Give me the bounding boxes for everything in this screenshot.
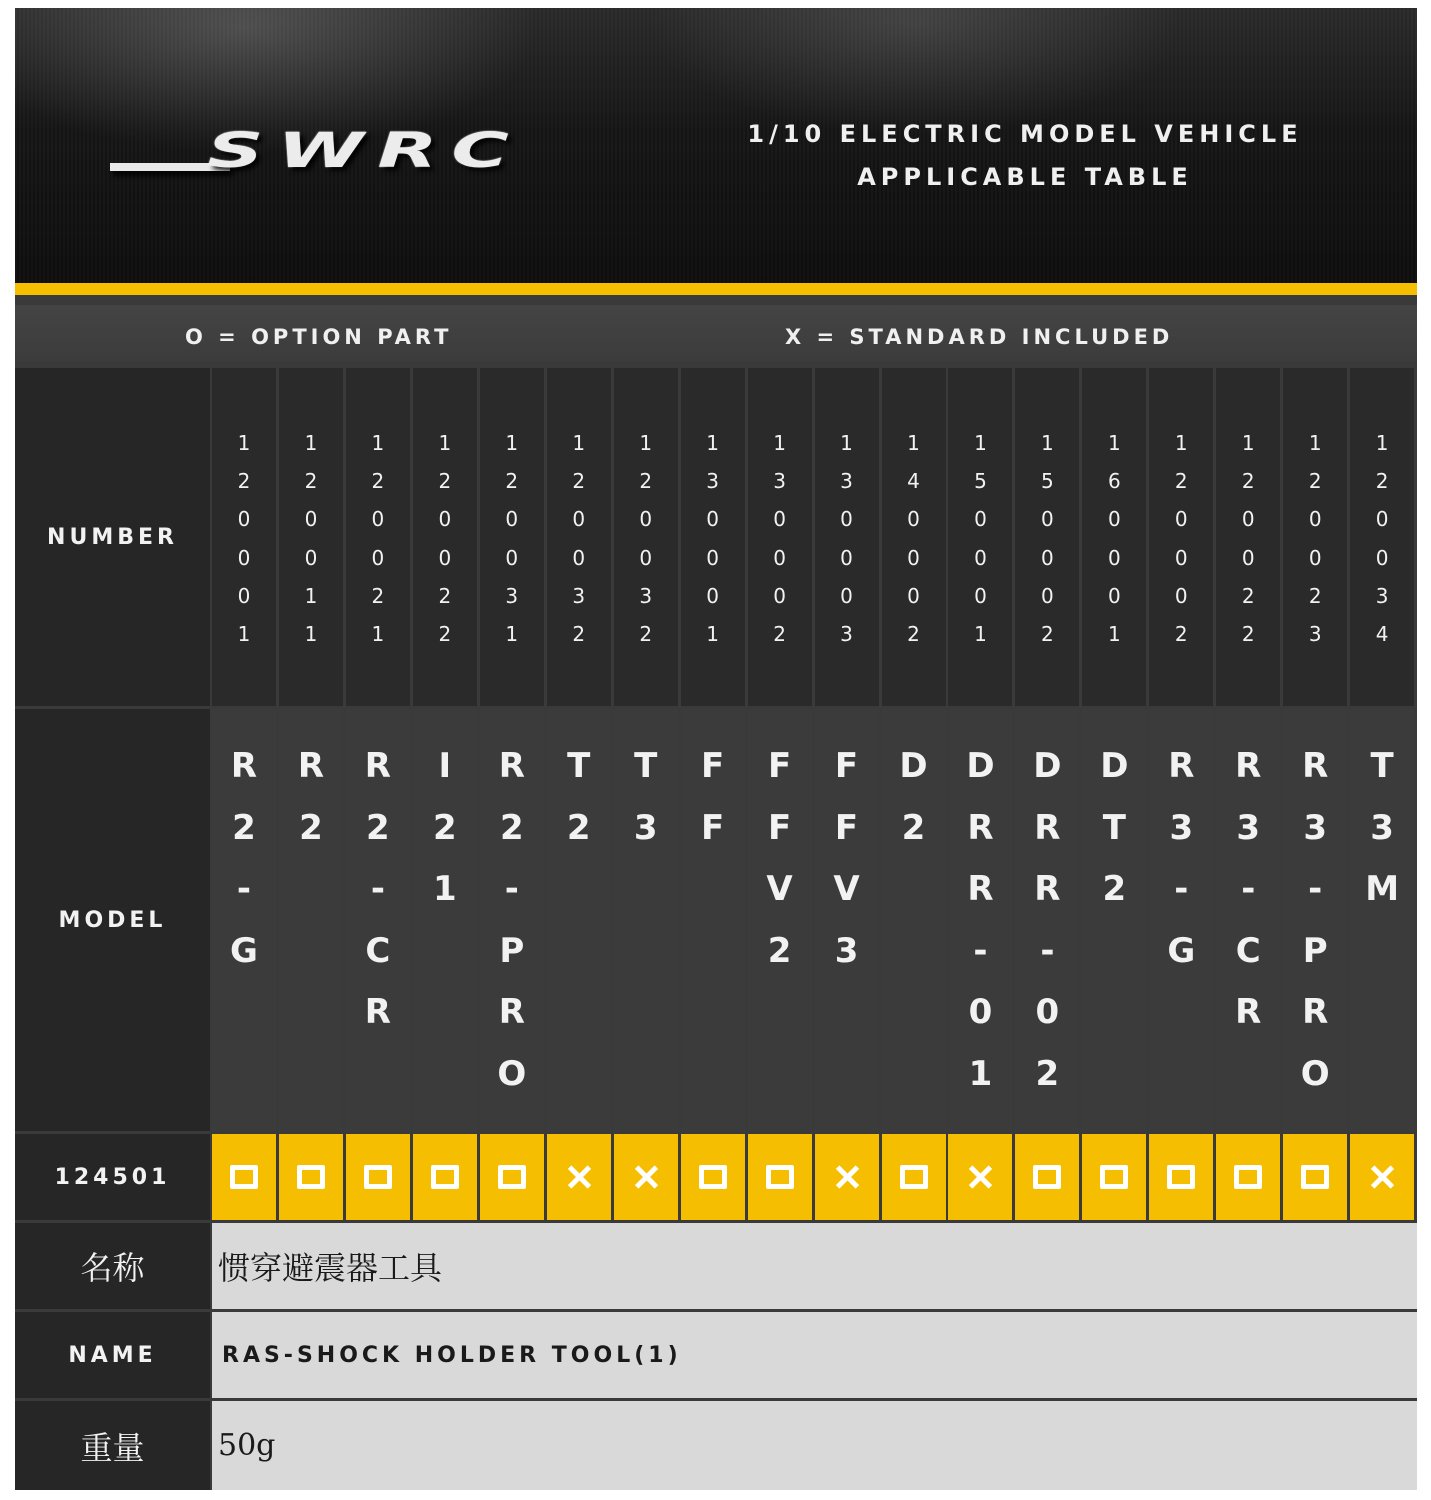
- vertical-number-text: 1 2 0 0 3 1: [505, 431, 519, 646]
- vertical-model-text: I 2 1: [433, 746, 457, 910]
- cn-name-value: 惯穿避震器工具: [212, 1223, 1417, 1309]
- vertical-number-text: 1 2 0 0 1 1: [304, 431, 318, 646]
- option-part-o-icon: [230, 1165, 258, 1189]
- vertical-number-text: 1 5 0 0 0 2: [1041, 431, 1054, 646]
- number-cell: [547, 368, 611, 706]
- logo-text: SWRC: [207, 122, 523, 179]
- title-line-2: APPLICABLE TABLE: [857, 163, 1193, 191]
- vertical-number-text: 1 2 0 0 2 1: [371, 431, 385, 646]
- swrc-logo: [110, 103, 620, 198]
- standard-included-x-icon: [833, 1163, 861, 1191]
- vertical-model-text: T 3 M: [1365, 746, 1400, 910]
- number-cell: [1082, 368, 1146, 706]
- model-cell: [681, 709, 745, 1131]
- number-row-label: NUMBER: [15, 368, 210, 706]
- vertical-model-text: R 3 - P R O: [1300, 746, 1330, 1094]
- vertical-number-text: 1 2 0 0 2 2: [1241, 431, 1255, 646]
- vertical-number-text: 1 2 0 0 0 2: [1174, 431, 1188, 646]
- vertical-number-text: 1 2 0 0 3 4: [1375, 431, 1389, 646]
- number-cell: [480, 368, 544, 706]
- compatibility-mark-cell: [212, 1134, 276, 1220]
- cn-name-label: 名称: [15, 1223, 210, 1309]
- vertical-model-text: R 2 - G: [230, 746, 258, 971]
- model-cell: [480, 709, 544, 1131]
- model-cell: [212, 709, 276, 1131]
- number-cell: [346, 368, 410, 706]
- compatibility-mark-cell: [480, 1134, 544, 1220]
- standard-included-x-icon: [565, 1163, 593, 1191]
- option-part-o-icon: [431, 1165, 459, 1189]
- vertical-model-text: D R R - 0 1: [966, 746, 995, 1094]
- header-banner: [15, 8, 1417, 283]
- compatibility-mark-cell: [1283, 1134, 1347, 1220]
- number-cell: [1283, 368, 1347, 706]
- model-cell: [1283, 709, 1347, 1131]
- number-cell: [1216, 368, 1280, 706]
- model-row-label: MODEL: [15, 709, 210, 1131]
- compatibility-mark-cell: [547, 1134, 611, 1220]
- compatibility-mark-cell: [681, 1134, 745, 1220]
- number-cell: [614, 368, 678, 706]
- option-part-o-icon: [699, 1165, 727, 1189]
- compatibility-mark-cell: [948, 1134, 1012, 1220]
- model-cell: [1015, 709, 1079, 1131]
- vertical-model-text: F F: [701, 746, 725, 848]
- vertical-model-text: D 2: [899, 746, 928, 848]
- vertical-model-text: R 3 - G: [1167, 746, 1196, 971]
- model-cell: [948, 709, 1012, 1131]
- vertical-model-text: T 3: [633, 746, 658, 848]
- compatibility-mark-cell: [346, 1134, 410, 1220]
- model-cell: [1082, 709, 1146, 1131]
- compatibility-mark-cell: [748, 1134, 812, 1220]
- vertical-number-text: 1 2 0 0 2 2: [438, 431, 452, 646]
- vertical-model-text: R 2 - C R: [364, 746, 391, 1033]
- option-part-o-icon: [498, 1165, 526, 1189]
- legend-option-part: O = OPTION PART: [185, 325, 453, 349]
- option-part-o-icon: [1234, 1165, 1262, 1189]
- legend-standard-included: X = STANDARD INCLUDED: [785, 325, 1174, 349]
- number-cell: [948, 368, 1012, 706]
- option-part-o-icon: [900, 1165, 928, 1189]
- vertical-number-text: 1 6 0 0 0 1: [1107, 431, 1121, 646]
- number-cell: [279, 368, 343, 706]
- weight-label: 重量: [15, 1401, 210, 1490]
- vertical-number-text: 1 3 0 0 0 2: [773, 431, 786, 646]
- vertical-model-text: D R R - 0 2: [1033, 746, 1062, 1094]
- name-value: RAS-SHOCK HOLDER TOOL(1): [212, 1312, 1417, 1398]
- option-part-o-icon: [766, 1165, 794, 1189]
- standard-included-x-icon: [632, 1163, 660, 1191]
- vertical-model-text: R 2: [297, 746, 325, 848]
- vertical-number-text: 1 2 0 0 3 2: [572, 431, 586, 646]
- model-cell: [413, 709, 477, 1131]
- accent-band: [15, 283, 1417, 295]
- model-cell: [614, 709, 678, 1131]
- option-part-o-icon: [1167, 1165, 1195, 1189]
- option-part-o-icon: [297, 1165, 325, 1189]
- legend-row: [15, 305, 1417, 361]
- compatibility-mark-cell: [1216, 1134, 1280, 1220]
- compatibility-mark-cell: [1149, 1134, 1213, 1220]
- number-cell: [882, 368, 946, 706]
- model-cell: [279, 709, 343, 1131]
- compatibility-mark-cell: [1082, 1134, 1146, 1220]
- option-part-o-icon: [1100, 1165, 1128, 1189]
- vertical-number-text: 1 2 0 0 3 2: [639, 431, 653, 646]
- vertical-model-text: F F V 2: [766, 746, 793, 971]
- applicable-table-sheet: [15, 8, 1417, 1490]
- vertical-model-text: R 3 - C R: [1235, 746, 1262, 1033]
- model-cell: [815, 709, 879, 1131]
- compatibility-mark-cell: [1350, 1134, 1414, 1220]
- number-cell: [815, 368, 879, 706]
- weight-value: 50g: [212, 1401, 1417, 1490]
- vertical-model-text: R 2 - P R O: [497, 746, 527, 1094]
- option-part-o-icon: [1033, 1165, 1061, 1189]
- model-cell: [547, 709, 611, 1131]
- number-cell: [681, 368, 745, 706]
- vertical-number-text: 1 5 0 0 0 1: [974, 431, 987, 646]
- number-cell: [1149, 368, 1213, 706]
- compatibility-mark-cell: [815, 1134, 879, 1220]
- option-part-o-icon: [364, 1165, 392, 1189]
- vertical-model-text: D T 2: [1100, 746, 1129, 910]
- standard-included-x-icon: [966, 1163, 994, 1191]
- model-cell: [748, 709, 812, 1131]
- standard-included-x-icon: [1368, 1163, 1396, 1191]
- number-cell: [748, 368, 812, 706]
- vertical-number-text: 1 2 0 0 0 1: [237, 431, 251, 646]
- vertical-number-text: 1 2 0 0 2 3: [1308, 431, 1322, 646]
- vertical-number-text: 1 3 0 0 0 1: [706, 431, 719, 646]
- model-cell: [1149, 709, 1213, 1131]
- number-cell: [1015, 368, 1079, 706]
- number-cell: [212, 368, 276, 706]
- compatibility-mark-cell: [279, 1134, 343, 1220]
- model-cell: [346, 709, 410, 1131]
- model-cell: [882, 709, 946, 1131]
- compatibility-mark-cell: [413, 1134, 477, 1220]
- vertical-model-text: F F V 3: [833, 746, 860, 971]
- option-part-o-icon: [1301, 1165, 1329, 1189]
- compatibility-mark-cell: [882, 1134, 946, 1220]
- compatibility-mark-cell: [614, 1134, 678, 1220]
- number-cell: [1350, 368, 1414, 706]
- compatibility-mark-cell: [1015, 1134, 1079, 1220]
- number-cell: [413, 368, 477, 706]
- model-cell: [1350, 709, 1414, 1131]
- vertical-number-text: 1 4 0 0 0 2: [907, 431, 920, 646]
- name-label: NAME: [15, 1312, 210, 1398]
- vertical-model-text: T 2: [566, 746, 591, 848]
- part-number-label: 124501: [15, 1134, 210, 1220]
- model-cell: [1216, 709, 1280, 1131]
- vertical-number-text: 1 3 0 0 0 3: [840, 431, 853, 646]
- title-line-1: 1/10 ELECTRIC MODEL VEHICLE: [747, 120, 1303, 148]
